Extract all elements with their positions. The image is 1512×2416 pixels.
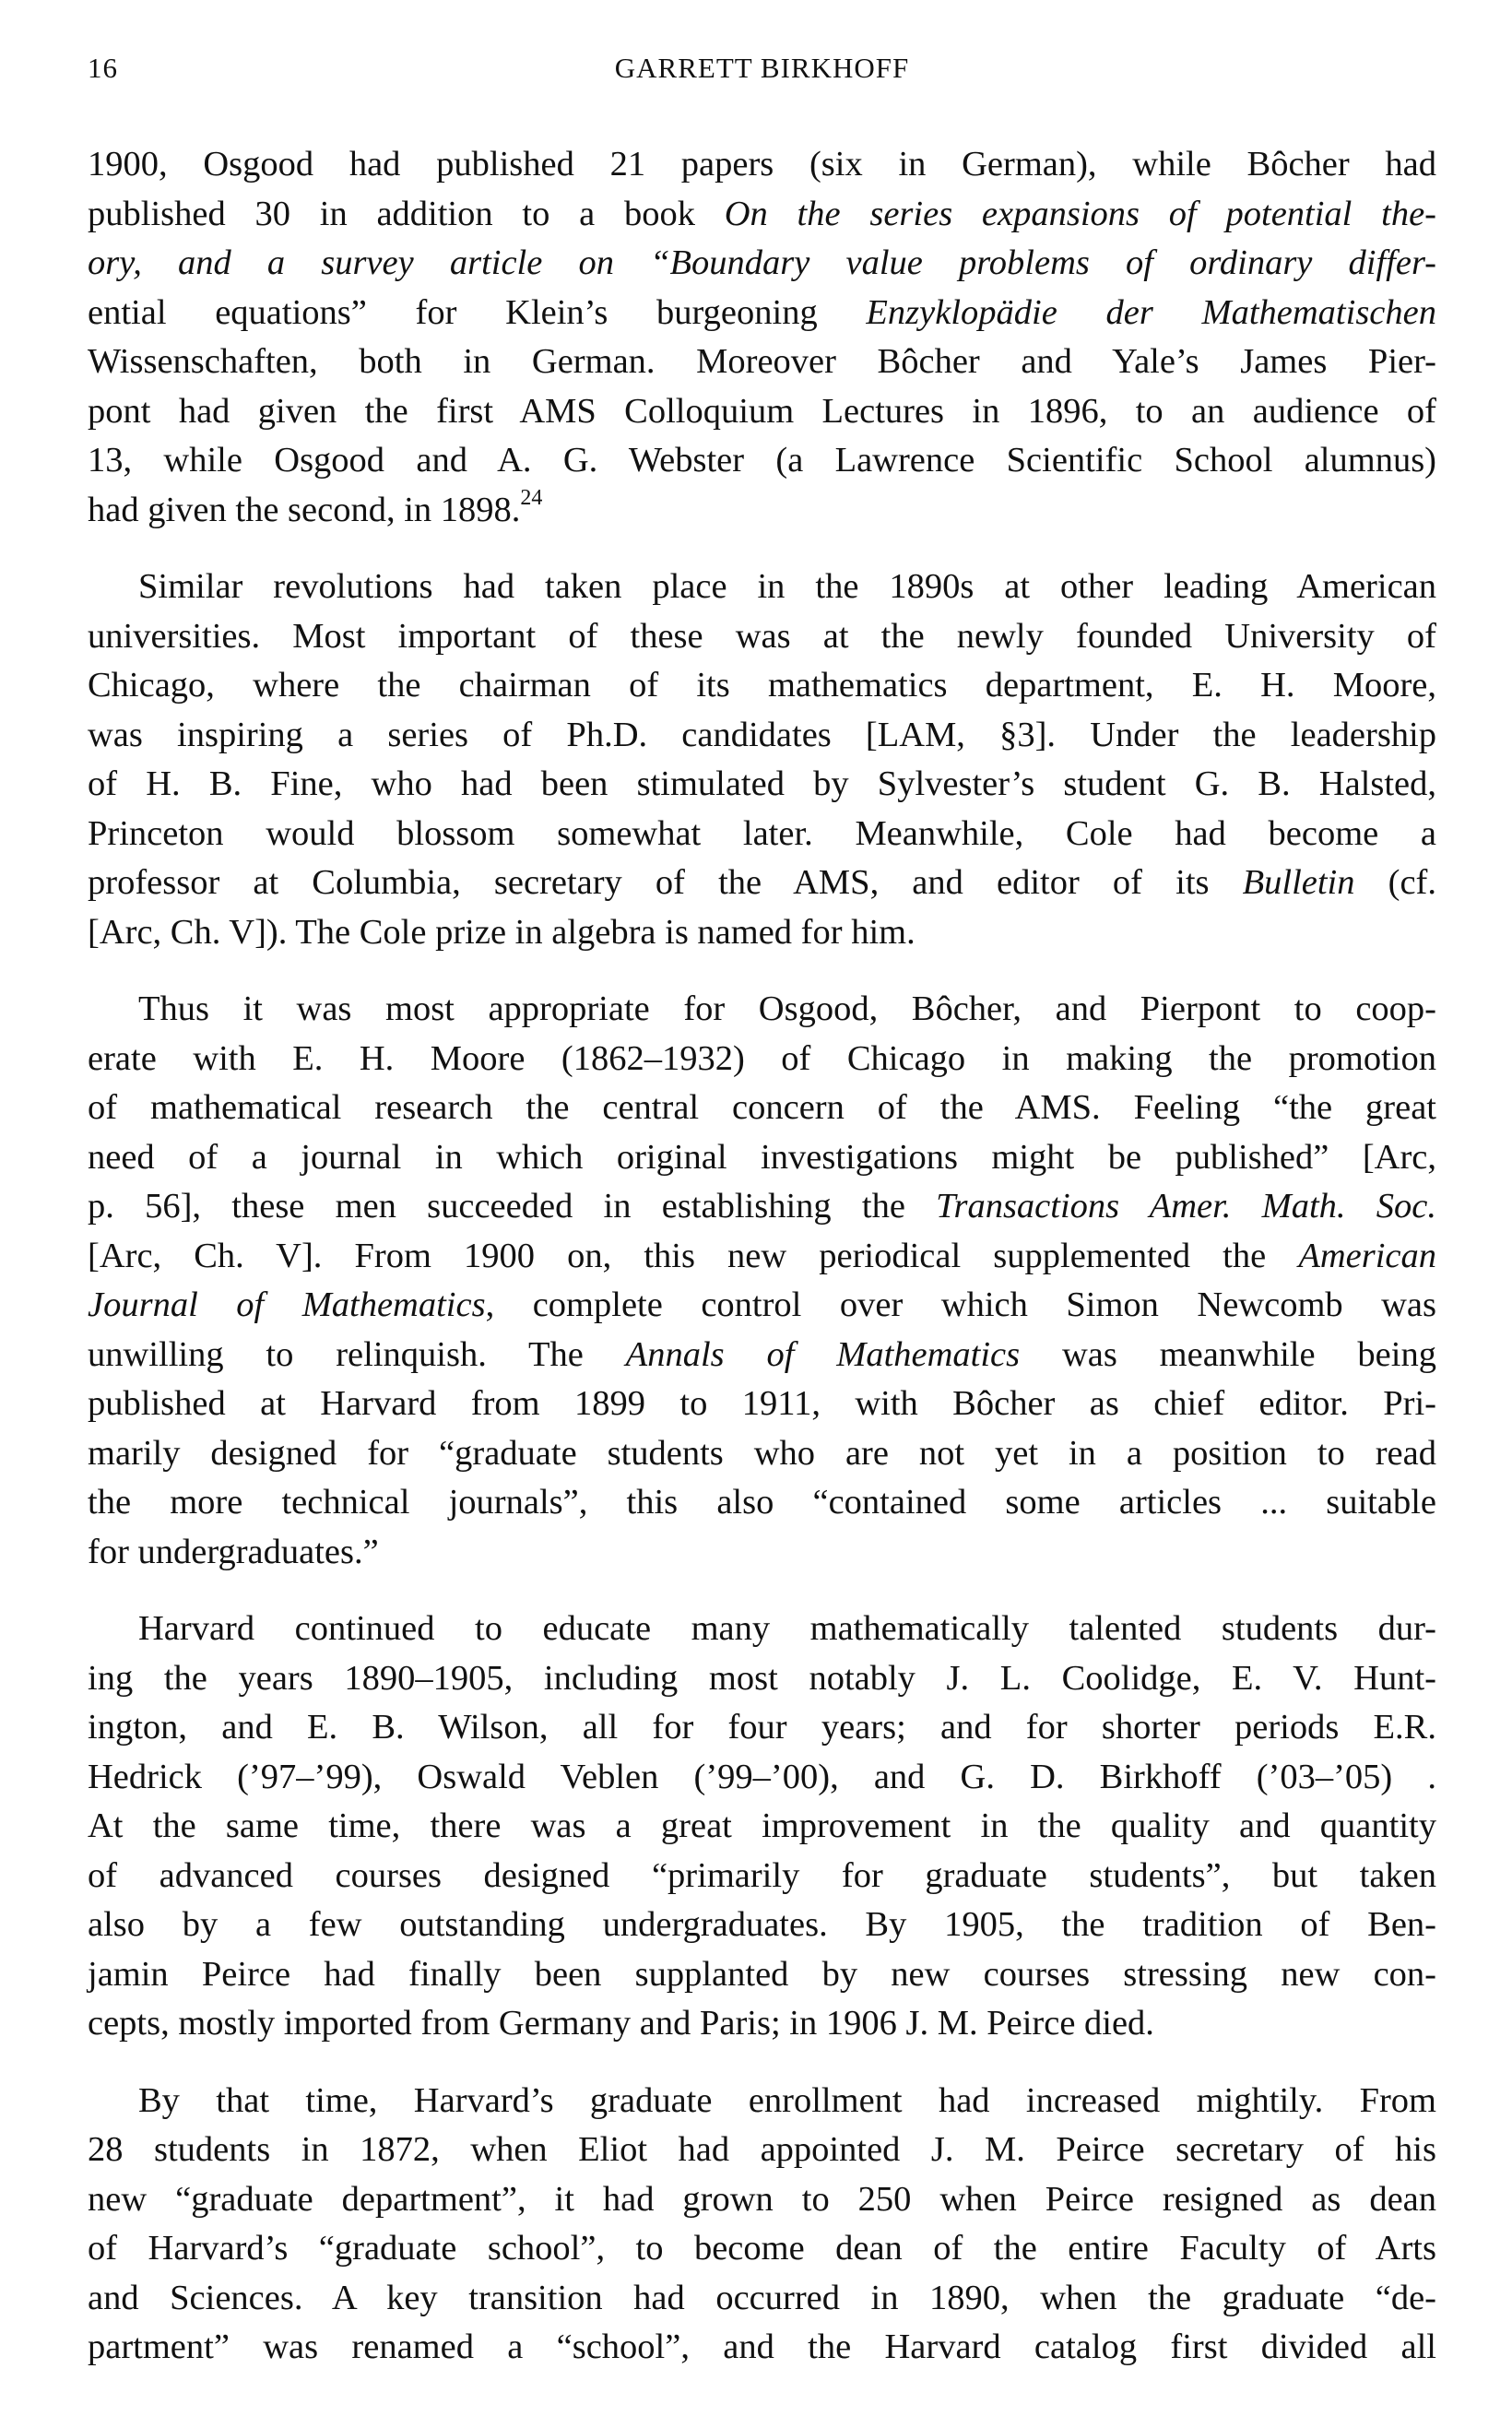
text-line: of mathematical research the central concern of the AMS. Feeling “the great (88, 1088, 1436, 1127)
text-line: Hedrick (’97–’99), Oswald Veblen (’99–’00), and G. D. Birkhoff (’03–’05) . (88, 1757, 1436, 1796)
text-line: Thus it was most appropriate for Osgood, Bôcher, and Pierpont to coop- (138, 989, 1436, 1028)
paragraph-1 (88, 140, 1436, 535)
text-line: had given the second, in 1898.24 (88, 485, 543, 529)
text-line: Similar revolutions had taken place in the 1890s at other leading American (138, 567, 1436, 606)
text-line: Wissenschaften, both in German. Moreover Bôcher and Yale’s James Pier- (88, 342, 1436, 381)
text-line: published at Harvard from 1899 to 1911, with Bôcher as chief editor. Pri- (88, 1384, 1436, 1423)
text-line: 13, while Osgood and A. G. Webster (a Lawrence Scientific School alumnus) (88, 441, 1436, 480)
journal-title: Bulletin (1242, 863, 1355, 902)
text-line: 28 students in 1872, when Eliot had appointed J. M. Peirce secretary of his (88, 2130, 1436, 2169)
text-line: By that time, Harvard’s graduate enrollment had increased mightily. From (138, 2080, 1436, 2120)
text-line: ential equations” for Klein’s burgeoning Enzyklopädie der Mathematischen (88, 292, 1436, 332)
text-line: ory, and a survey article on “Boundary value problems of ordinary differ- (88, 243, 1436, 282)
page-header (88, 46, 1436, 92)
text-line: 1900, Osgood had published 21 papers (six in German), while Bôcher had (88, 145, 1436, 184)
text-line: p. 56], these men succeeded in establishing the Transactions Amer. Math. Soc. (88, 1187, 1436, 1226)
paragraph-5 (88, 2077, 1436, 2373)
journal-title: American (1298, 1236, 1436, 1275)
paragraph-4 (88, 1605, 1436, 2049)
text-line: ington, and E. B. Wilson, all for four years; and for shorter periods E.R. (88, 1708, 1436, 1747)
text-line: cepts, mostly imported from Germany and Paris; in 1906 J. M. Peirce died. (88, 2004, 1154, 2043)
text-line: need of a journal in which original investigations might be published” [Arc, (88, 1137, 1436, 1177)
text-line: [Arc, Ch. V]). The Cole prize in algebra is named for him. (88, 912, 915, 952)
text-line: and Sciences. A key transition had occurred in 1890, when the graduate “de- (88, 2278, 1436, 2317)
text-line: [Arc, Ch. V]. From 1900 on, this new periodical supplemented the American (88, 1236, 1436, 1275)
text-line: of Harvard’s “graduate school”, to become dean of the entire Faculty of Arts (88, 2229, 1436, 2268)
paragraph-3 (88, 985, 1436, 1577)
paragraph-2 (88, 563, 1436, 957)
text-line: was inspiring a series of Ph.D. candidates [LAM, §3]. Under the leadership (88, 715, 1436, 754)
text-line: ing the years 1890–1905, including most notably J. L. Coolidge, E. V. Hunt- (88, 1658, 1436, 1698)
running-head: GARRETT BIRKHOFF (614, 52, 910, 84)
body-text (88, 140, 1436, 2400)
text-line: of advanced courses designed “primarily for graduate students”, but taken (88, 1855, 1436, 1895)
text-line: published 30 in addition to a book On the series expansions of potential the- (88, 194, 1436, 233)
text-line: universities. Most important of these was at the newly founded University of (88, 616, 1436, 656)
journal-title: Journal of Mathematics (88, 1285, 486, 1324)
text-line: marily designed for “graduate students who are not yet in a position to read (88, 1433, 1436, 1473)
text-line: for undergraduates.” (88, 1532, 379, 1571)
footnote-marker: 24 (520, 485, 543, 510)
journal-title: Transactions Amer. Math. Soc. (936, 1187, 1436, 1226)
book-title: On the series expansions of potential the- (724, 194, 1436, 233)
page-number: 16 (88, 52, 118, 84)
text-line: new “graduate department”, it had grown to 250 when Peirce resigned as dean (88, 2179, 1436, 2219)
text-line: unwilling to relinquish. The Annals of Mathematics was meanwhile being (88, 1334, 1436, 1374)
text-line: Chicago, where the chairman of its mathematics department, E. H. Moore, (88, 666, 1436, 705)
text-line: Journal of Mathematics, complete control over which Simon Newcomb was (88, 1285, 1437, 1324)
text-line: partment” was renamed a “school”, and the Harvard catalog first divided all (88, 2327, 1436, 2366)
text-line: also by a few outstanding undergraduates. By 1905, the tradition of Ben- (88, 1905, 1436, 1944)
journal-title: Annals of Mathematics (625, 1334, 1021, 1374)
text-line: the more technical journals”, this also “contained some articles ... suitable (88, 1483, 1436, 1522)
encyclopedia-title: Enzyklopädie der Mathematischen (866, 292, 1436, 332)
text-line: professor at Columbia, secretary of the AMS, and editor of its Bulletin (cf. (88, 863, 1436, 902)
text-line: of H. B. Fine, who had been stimulated by Sylvester’s student G. B. Halsted, (88, 764, 1436, 803)
text-line: erate with E. H. Moore (1862–1932) of Chicago in making the promotion (88, 1038, 1436, 1078)
text-line: jamin Peirce had finally been supplanted by new courses stressing new con- (88, 1954, 1436, 1994)
text-line: pont had given the first AMS Colloquium Lectures in 1896, to an audience of (88, 391, 1436, 431)
text-line: At the same time, there was a great improvement in the quality and quantity (88, 1806, 1436, 1845)
text-line: Princeton would blossom somewhat later. Meanwhile, Cole had become a (88, 813, 1436, 853)
text-line: Harvard continued to educate many mathematically talented students dur- (138, 1609, 1436, 1648)
